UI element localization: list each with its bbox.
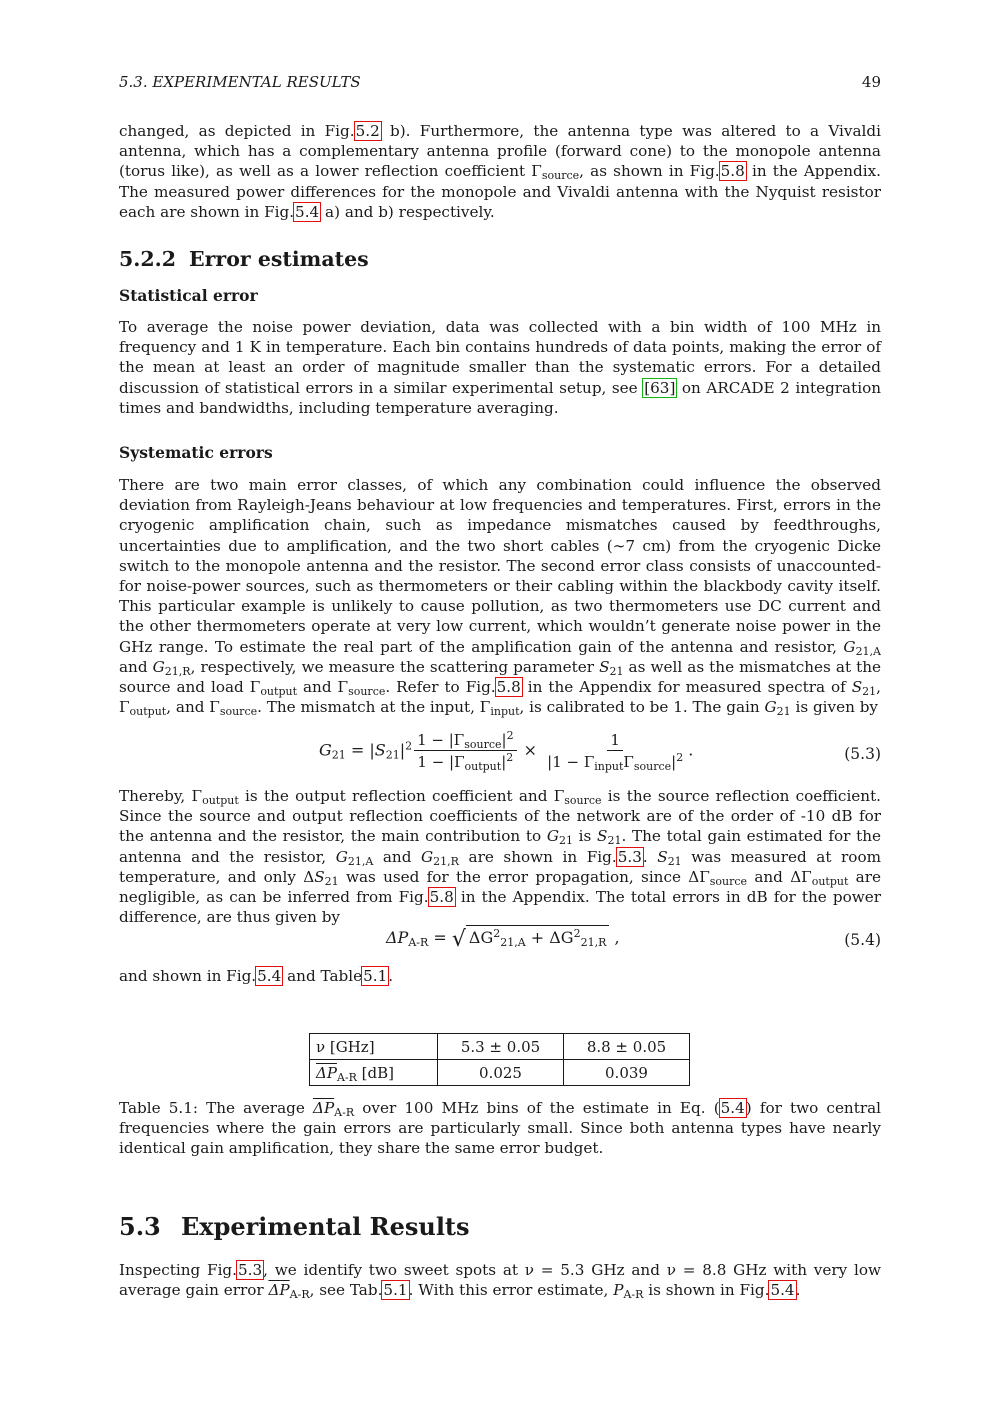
table-cell: $\overline{\Delta P}_{A-R}$ [dB]	[310, 1060, 438, 1086]
fig-ref-5-3[interactable]: 5.3	[617, 847, 642, 866]
table-cell: 0.025	[438, 1060, 564, 1086]
fraction-mismatch: $\frac{1}{|1 - \Gamma_{input}\Gamma_{source}|^2}$	[547, 731, 684, 773]
paragraph-shown-in: and shown in Fig.5.4 and Table5.1.	[119, 967, 394, 985]
running-header-section: 5.3. EXPERIMENTAL RESULTS	[119, 73, 361, 91]
equation-number-5-4: (5.4)	[844, 931, 881, 949]
table-row	[310, 1034, 690, 1060]
paragraph-experimental-results: Inspecting Fig.5.3, we identify two sweet spots at ν = 5.3 GHz and ν = 8.8 GHz with very low average gain error $\overline{\Delta P}_{A-R}$, see Tab.5.1. With this error estimate, $P_{A-R}$ is shown in Fig.5.4.	[119, 1261, 881, 1302]
table-cell: 8.8 ± 0.05	[564, 1034, 690, 1060]
table-ref-5-1[interactable]: 5.1	[363, 967, 388, 985]
fig-ref-5-8-b[interactable]: 5.8	[496, 678, 521, 697]
table-ref-5-1-b[interactable]: 5.1	[383, 1281, 408, 1300]
square-root: $\Delta G^2_{21,A} + \Delta G^2_{21,R}$	[466, 925, 609, 947]
citation-63[interactable]: [63]	[644, 378, 676, 397]
table-cell: 5.3 ± 0.05	[438, 1034, 564, 1060]
table-cell: ν [GHz]	[310, 1034, 438, 1060]
table-caption: Table 5.1: The average $\overline{\Delta P}_{A-R}$ over 100 MHz bins of the estimate in Eq. (5.4) for two central frequencies where the gain errors are particularly small. Since both antenna types have nearly identical gain amplification, they share the same error budget.	[119, 1099, 881, 1158]
page-number: 49	[861, 73, 881, 91]
running-header	[119, 73, 881, 91]
equation-number-5-3: (5.3)	[844, 745, 881, 763]
fig-ref-5-3-b[interactable]: 5.3	[237, 1261, 263, 1279]
fig-ref-5-4-b[interactable]: 5.4	[257, 967, 282, 985]
subheading-systematic-errors: Systematic errors	[119, 443, 273, 462]
fig-ref-5-8-c[interactable]: 5.8	[429, 888, 454, 907]
section-heading-5-3: 5.3 Experimental Results	[119, 1212, 470, 1241]
paragraph-antenna-change: changed, as depicted in Fig.5.2 b). Furthermore, the antenna type was altered to a Vivaldi antenna, which has a complementary antenna profile (forward cone) to the monopole antenna (torus like), as well as a lower reflection coefficient $\Gamma_{source}$, as shown in Fig.5.8 in the Appendix. The measured power differences for the monopole and Vivaldi antenna with the Nyquist resistor each are shown in Fig.5.4 a) and b) respectively.	[119, 122, 881, 221]
fraction-reflection-ratio: $\frac{1 - |\Gamma_{source}|^2}{1 - |\Gamma_{output}|^2}$	[414, 731, 516, 771]
fig-ref-5-4-c[interactable]: 5.4	[770, 1281, 795, 1300]
fig-ref-5-4[interactable]: 5.4	[295, 202, 320, 221]
fig-ref-5-2[interactable]: 5.2	[355, 122, 380, 140]
eq-ref-5-4[interactable]: 5.4	[720, 1099, 745, 1117]
section-heading-5-2-2: 5.2.2 Error estimates	[119, 247, 369, 271]
paragraph-systematic-errors: There are two main error classes, of which any combination could influence the observed deviation from Rayleigh-Jeans behaviour at low frequencies and temperatures. First, errors in the cryogenic amplification chain, such as impedance mismatches caused by feedthroughs, uncertainties due to amplification, and the two short cables (∼7 cm) from the cryogenic Dicke switch to the monopole antenna and the resistor. The second error class consists of unaccounted-for noise-power sources, such as thermometers or their cabling within the blackbody cavity itself. This particular example is unlikely to cause pollution, as two thermometers use DC current and the other thermometers operate at very low current, which wouldn’t generate noise power in the GHz range. To estimate the real part of the amplification gain of the antenna and resistor, $G_{21,A}$ and $G_{21,R}$, respectively, we measure the scattering parameter $S_{21}$ as well as the mismatches at the source and load $\Gamma_{output}$ and $\Gamma_{source}$. Refer to Fig.5.8 in the Appendix for measured spectra of $S_{21}$, $\Gamma_{output}$, and $\Gamma_{source}$. The mismatch at the input, $\Gamma_{input}$, is calibrated to be 1. The gain $G_{21}$ is given by	[119, 476, 881, 719]
subheading-statistical-error: Statistical error	[119, 286, 258, 305]
table-row	[310, 1060, 690, 1086]
paragraph-statistical-error: To average the noise power deviation, data was collected with a bin width of 100 MHz in frequency and 1 K in temperature. Each bin contains hundreds of data points, making the error of the mean at least an order of magnitude smaller than the systematic errors. For a detailed discussion of statistical errors in a similar experimental setup, see [63] on ARCADE 2 integration times and bandwidths, including temperature averaging.	[119, 318, 881, 417]
error-table	[309, 1033, 690, 1086]
table-cell: 0.039	[564, 1060, 690, 1086]
paragraph-reflection-coefficients: Thereby, $\Gamma_{output}$ is the output reflection coefficient and $\Gamma_{source}$ is the source reflection coefficient. Since the source and output reflection coefficients of the network are of the order of -10 dB for the antenna and the resistor, the main contribution to $G_{21}$ is $S_{21}$. The total gain estimated for the antenna and the resistor, $G_{21,A}$ and $G_{21,R}$ are shown in Fig.5.3. $S_{21}$ was measured at room temperature, and only $\Delta S_{21}$ was used for the error propagation, since $\Delta\Gamma_{source}$ and $\Delta\Gamma_{output}$ are negligible, as can be inferred from Fig.5.8 in the Appendix. The total errors in dB for the power difference, are thus given by	[119, 787, 882, 927]
fig-ref-5-8[interactable]: 5.8	[720, 162, 745, 181]
